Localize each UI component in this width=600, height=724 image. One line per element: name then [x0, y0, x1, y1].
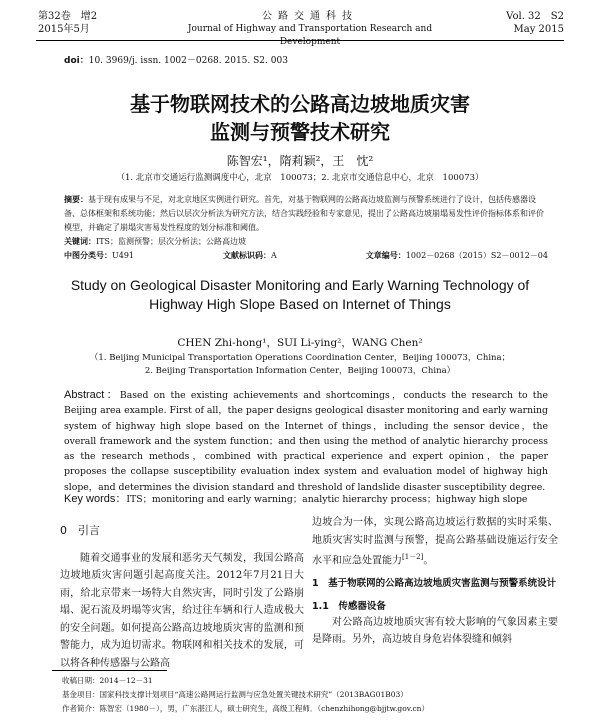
- doc-label: 文献标识码：: [223, 250, 272, 260]
- keywords-cn-text: ITS；监测预警；层次分析法；公路高边坡: [96, 237, 246, 246]
- authors-en: CHEN Zhi-hong¹，SUI Li-ying²，WANG Chen²: [177, 337, 423, 349]
- doi-line: [64, 53, 288, 66]
- header-vol-en: Vol. 32 S2: [506, 11, 564, 22]
- doc-code: [223, 250, 277, 261]
- intro-paragraph-continued: [312, 514, 558, 570]
- affiliation-en-line2: 2. Beijing Transportation Information Center，Beijing 100073，China）: [144, 366, 456, 376]
- intro-cont-text: 边坡合为一体，实现公路高边坡运行数据的实时采集、地质灾害实时监测与预警，提高公路基础设施运行安全水平和应急处置能力: [312, 517, 558, 567]
- footnote-author: 作者简介：陈智宏（1980－），男，广东湛江人，硕士研究生，高级工程师．（chenzhihong@bjjtw.gov.cn）: [62, 704, 429, 713]
- title-en-line2: Highway High Slope Based on Internet of Things: [149, 296, 451, 312]
- section-1-heading: 1 基于物联网的公路高边坡地质灾害监测与预警系统设计: [312, 577, 557, 589]
- header-volume-cn: 第32卷 增2: [38, 11, 98, 22]
- journal-name-en: Journal of Highway and Transportation Research and Development: [187, 24, 433, 47]
- art-label: 文章编号：: [365, 250, 406, 260]
- keywords-en: [64, 490, 548, 506]
- keywords-cn: [64, 234, 548, 249]
- title-cn-line1: 基于物联网技术的公路高边坡地质灾害: [130, 92, 470, 116]
- abstract-en: [64, 388, 548, 495]
- footnotes: [62, 674, 570, 716]
- doi-label: doi：: [64, 56, 89, 66]
- keywords-en-label: Key words：: [64, 493, 127, 505]
- subsection-1-1-heading: 1.1 传感器设备: [312, 600, 386, 612]
- affiliation-en-line1: （1. Beijing Municipal Transportation Operations Coordination Center，Beijing 100073，China；: [89, 353, 511, 363]
- title-en-line1: Study on Geological Disaster Monitoring and Early Warning Technology of: [70, 277, 530, 293]
- keywords-cn-label: 关键词：: [64, 236, 96, 246]
- classification-row: [64, 250, 548, 261]
- intro-paragraph: 随着交通事业的发展和恶劣天气频发，我国公路高边坡地质灾害问题引起高度关注。2012年7月21日大雨，给北京带来一场特大自然灾害，同时引发了公路崩塌、泥石流及坍塌等灾害，给过往车辆和行人造成极大的安全问题。如何提高公路高边坡地质灾害的监测和预警能力，成为迫切需求。物联网和相关技术的发展，可以将各种传感器与公路高: [60, 552, 304, 669]
- header-volume-en: [506, 10, 564, 36]
- doc-value: A: [271, 251, 277, 260]
- subsection-paragraph: 对公路高边坡地质灾害有较大影响的气象因素主要是降雨。另外，高边坡自身危岩体裂缝和倾斜: [312, 616, 558, 646]
- affiliation-en: [0, 352, 600, 378]
- page-title-cn: [0, 90, 600, 146]
- left-column: [60, 522, 304, 672]
- doi-value: 10. 3969/j. issn. 1002－0268. 2015. S2. 003: [88, 56, 288, 66]
- clc-label: 中图分类号：: [64, 250, 112, 260]
- art-value: 1002－0268（2015）S2－0012－04: [405, 251, 548, 260]
- clc-value: U491: [112, 251, 135, 260]
- abstract-cn: [64, 192, 548, 235]
- clc-number: [64, 250, 134, 261]
- abstract-en-text: Based on the existing achievements and shortcomings，conducts the research to the Beijing area example. First of all，the paper designs geological disaster monitoring and early warning system of highway high slope based on the Internet of things，including the sensor device，the overall framework and the system function；and then using the method of analytic hierarchy process as the research methods，combined with practical experience and expert opinion，the paper proposes the collapse susceptibility evaluation index system and evaluation model of highway high slope，and determines the division standard and threshold of landslide disaster susceptibility degree.: [64, 390, 548, 493]
- journal-name-cn: 公路交通科技: [262, 11, 358, 22]
- footnote-received: 收稿日期：2014－12－31: [62, 676, 153, 685]
- citation-ref: [1－2]: [402, 553, 424, 561]
- intro-cont-end: 。: [423, 555, 434, 567]
- header-rule: [36, 40, 564, 41]
- abstract-en-label: Abstract：: [64, 389, 120, 401]
- footnote-rule: [52, 670, 167, 671]
- title-cn-line2: 监测与预警技术研究: [210, 120, 390, 144]
- authors-cn: 陈智宏¹，隋莉颖²，王 忱²: [226, 154, 374, 168]
- article-number: [366, 250, 548, 261]
- header-volume: [38, 10, 97, 36]
- footnote-fund: 基金项目：国家科技支撑计划项目“高速公路网运行监测与应急处置关键技术研究”（2013BAG01B03）: [62, 690, 408, 699]
- right-column: [312, 514, 558, 649]
- header-date-cn: 2015年5月: [38, 24, 90, 35]
- page-title-en: [60, 276, 540, 314]
- section-0-heading: 0 引言: [60, 524, 100, 537]
- keywords-en-text: ITS；monitoring and early warning；analytic hierarchy process；highway high slope: [126, 494, 528, 505]
- affiliation-cn: （1. 北京市交通运行监测调度中心，北京 100073；2. 北京市交通信息中心，北京 100073）: [116, 173, 484, 183]
- header-journal: [170, 10, 450, 49]
- header-date-en: May 2015: [513, 24, 564, 35]
- abstract-cn-label: 摘要：: [64, 194, 88, 204]
- abstract-cn-text: 基于现有成果与不足，对北京地区实例进行研究。首先，对基于物联网的公路高边坡监测与预警系统进行了设计，包括传感器设备、总体框架和系统功能；然后以层次分析法为研究方法，结合实践经验和专家意见，提出了公路高边坡崩塌易发性评价指标体系和评价模型，并确定了崩塌灾害易发性程度的划分标准和阈值。: [64, 195, 544, 232]
